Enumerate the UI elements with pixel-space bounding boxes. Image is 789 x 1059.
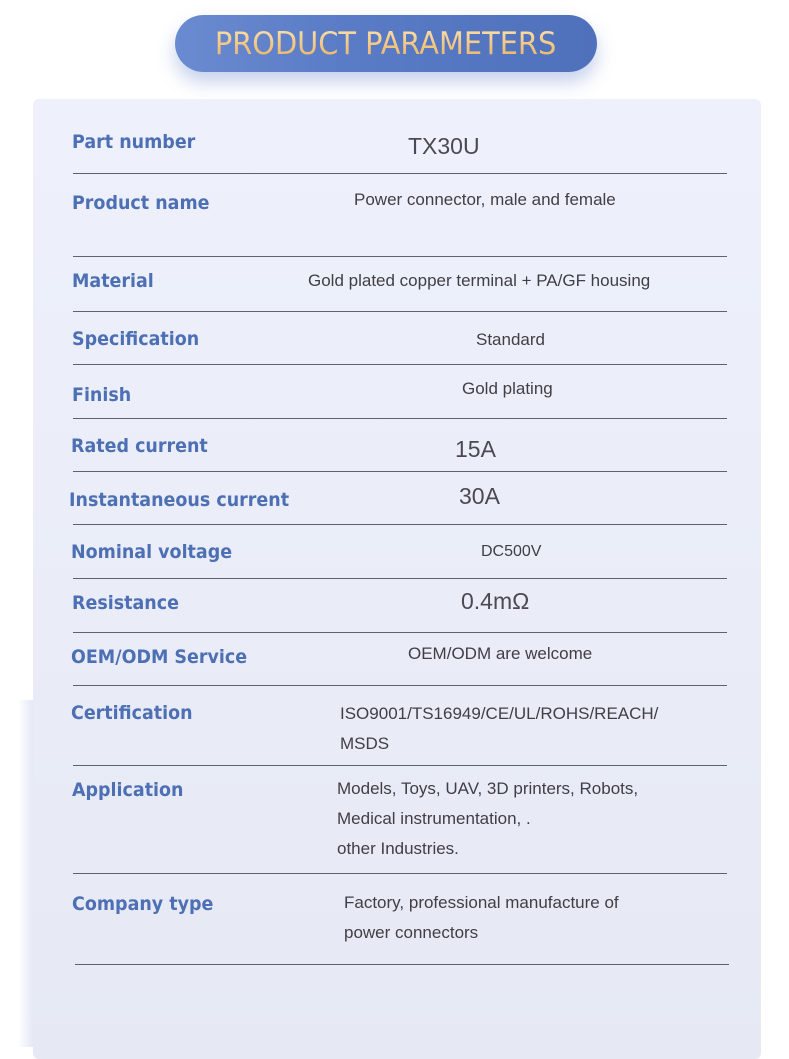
section-title-banner bbox=[175, 15, 597, 72]
param-label: Resistance bbox=[72, 592, 179, 614]
param-label: Part number bbox=[72, 131, 196, 153]
param-value: Gold plated copper terminal + PA/GF housing bbox=[308, 271, 651, 290]
section-title: PRODUCT PARAMETERS bbox=[215, 25, 557, 62]
row-divider bbox=[73, 471, 727, 472]
row-divider bbox=[73, 632, 727, 633]
row-divider bbox=[73, 418, 727, 419]
param-value-line: Factory, professional manufacture of bbox=[344, 893, 619, 912]
param-label: OEM/ODM Service bbox=[71, 646, 248, 668]
param-value-line: MSDS bbox=[340, 734, 390, 753]
param-value-line: Medical instrumentation, . bbox=[337, 809, 531, 828]
row-divider bbox=[73, 765, 727, 766]
param-value: OEM/ODM are welcome bbox=[408, 644, 593, 663]
param-label: Application bbox=[72, 779, 184, 801]
param-value: 15A bbox=[455, 436, 496, 462]
param-value: 0.4mΩ bbox=[461, 588, 530, 614]
row-divider bbox=[73, 873, 727, 874]
param-label: Instantaneous current bbox=[69, 489, 290, 511]
param-label: Nominal voltage bbox=[71, 541, 233, 563]
param-label: Specification bbox=[72, 328, 200, 350]
param-value: Gold plating bbox=[462, 379, 553, 398]
param-value-line: power connectors bbox=[344, 923, 479, 942]
param-value-line: ISO9001/TS16949/CE/UL/ROHS/REACH/ bbox=[340, 704, 659, 723]
param-value: Power connector, male and female bbox=[354, 190, 616, 209]
param-label: Product name bbox=[72, 192, 210, 214]
param-label: Rated current bbox=[71, 435, 208, 457]
row-divider bbox=[73, 173, 727, 174]
row-divider bbox=[73, 256, 727, 257]
param-value-line: other Industries. bbox=[337, 839, 459, 858]
param-value: 30A bbox=[459, 483, 500, 509]
param-label: Material bbox=[72, 270, 154, 292]
param-value-line: Models, Toys, UAV, 3D printers, Robots, bbox=[337, 779, 639, 798]
row-divider bbox=[73, 685, 727, 686]
param-value: DC500V bbox=[481, 543, 542, 560]
row-divider bbox=[73, 364, 727, 365]
row-divider bbox=[73, 311, 727, 312]
param-label: Finish bbox=[72, 384, 132, 406]
row-divider bbox=[73, 578, 727, 579]
parameters-card bbox=[33, 99, 761, 1059]
row-divider bbox=[75, 964, 729, 965]
param-value: TX30U bbox=[408, 133, 480, 159]
param-label: Certification bbox=[71, 702, 193, 724]
row-divider bbox=[73, 524, 727, 525]
param-label: Company type bbox=[72, 893, 214, 915]
param-value: Standard bbox=[476, 330, 545, 349]
